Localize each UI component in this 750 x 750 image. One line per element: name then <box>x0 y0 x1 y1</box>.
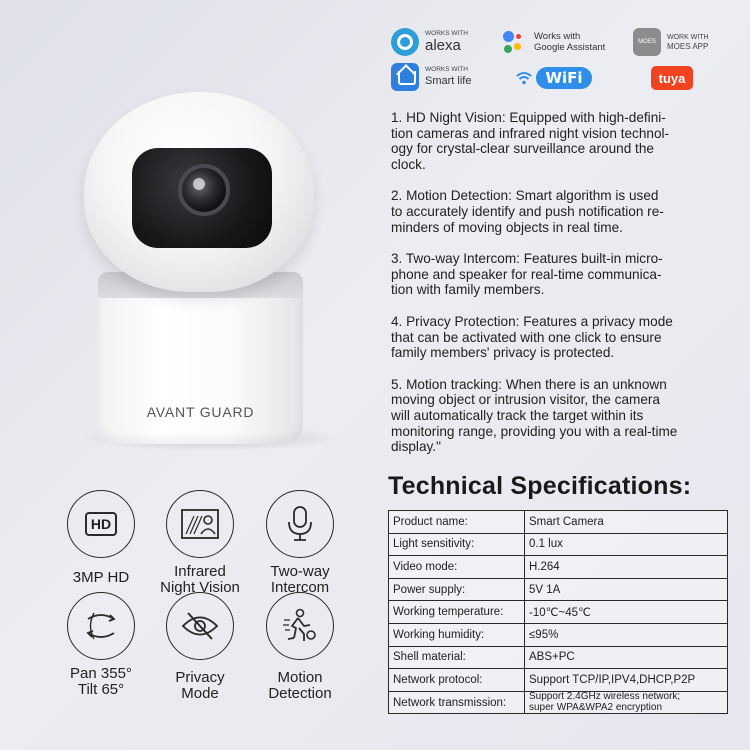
feature-descriptions <box>391 110 731 471</box>
table-row <box>389 646 728 669</box>
google-assistant-logo <box>500 28 605 56</box>
spec-key: Network protocol: <box>389 669 525 692</box>
moes-logo <box>633 28 709 56</box>
rotate-icon <box>67 592 135 660</box>
table-row <box>389 578 728 601</box>
spec-table <box>388 510 728 714</box>
smart-life-icon <box>391 63 419 91</box>
eye-slash-icon <box>166 592 234 660</box>
feature-label: Motion Detection <box>268 669 332 702</box>
feature-privacy-protection: 4. Privacy Protection: Features a privacy mode that can be activated with one click to ensure family members' privacy is protected. <box>391 313 673 361</box>
feature-label: Two-way Intercom <box>270 563 330 596</box>
feature-pan-tilt <box>46 592 156 698</box>
hd-icon: HD <box>67 490 135 558</box>
smart-life-logo <box>391 63 471 91</box>
table-row <box>389 511 728 534</box>
feature-two-way-intercom: 3. Two-way Intercom: Features built-in micro- phone and speaker for real-time communica- tion with family members. <box>391 251 663 298</box>
moes-small-text: WORK WITH <box>667 34 709 41</box>
feature-motion-detection-icon <box>245 592 355 702</box>
camera-lens <box>178 164 230 216</box>
spec-value: Support 2.4GHz wireless network; super WPA&WPA2 encryption <box>525 691 728 714</box>
tuya-badge: tuya <box>651 66 693 90</box>
feature-hd-night-vision: 1. HD Night Vision: Equipped with high-defini- tion cameras and infrared night vision technol- ogy for crystal-clear surveillance around the clock. <box>391 110 670 172</box>
feature-label: Privacy Mode <box>175 669 225 702</box>
spec-value: ≤95% <box>525 623 728 646</box>
table-row <box>389 556 728 579</box>
night-vision-icon <box>166 490 234 558</box>
spec-key: Video mode: <box>389 556 525 579</box>
spec-value: -10℃~45℃ <box>525 601 728 624</box>
moes-name: MOES APP <box>667 42 709 51</box>
spec-value: Smart Camera <box>525 511 728 534</box>
spec-value: 0.1 lux <box>525 533 728 556</box>
spec-value: 5V 1A <box>525 578 728 601</box>
table-row <box>389 691 728 714</box>
google-assistant-icon <box>500 28 528 56</box>
camera-product-image <box>0 0 380 470</box>
spec-key: Working humidity: <box>389 623 525 646</box>
spec-key: Shell material: <box>389 646 525 669</box>
feature-motion-tracking: 5. Motion tracking: When there is an unknown moving object or intrusion visitor, the camera will automatically track the target within its monitoring range, providing you with a real-time display." <box>391 376 678 455</box>
spec-value: Support TCP/IP,IPV4,DHCP,P2P <box>525 669 728 692</box>
spec-key: Light sensitivity: <box>389 533 525 556</box>
feature-label: 3MP HD <box>72 569 130 586</box>
alexa-logo <box>391 28 468 56</box>
feature-night-vision <box>145 490 255 596</box>
alexa-name: alexa <box>425 37 461 54</box>
google-name: Google Assistant <box>534 42 606 53</box>
table-row <box>389 623 728 646</box>
alexa-small-text: WORKS WITH <box>425 30 468 37</box>
microphone-icon <box>266 490 334 558</box>
brand-logo: AVANT GUARD <box>146 404 255 420</box>
feature-privacy-mode <box>145 592 255 702</box>
alexa-icon <box>391 28 419 56</box>
table-row <box>389 533 728 556</box>
table-row <box>389 669 728 692</box>
wifi-badge: WiFi <box>536 67 592 89</box>
spec-value: H.264 <box>525 556 728 579</box>
moes-app-icon: MOES <box>633 28 661 56</box>
feature-two-way-intercom-icon <box>245 490 355 596</box>
feature-motion-detection: 2. Motion Detection: Smart algorithm is used to accurately identify and push notification re- minders of moving objects in real time. <box>391 188 664 235</box>
feature-label: Pan 355° Tilt 65° <box>70 665 132 698</box>
smart-life-name: Smart life <box>425 75 472 87</box>
spec-key: Network transmission: <box>389 691 525 714</box>
google-small-text: Works with <box>534 31 581 42</box>
feature-3mp-hd <box>46 490 156 586</box>
wifi-signal-icon <box>516 70 532 86</box>
spec-value: ABS+PC <box>525 646 728 669</box>
camera-lens-glint <box>193 178 205 190</box>
spec-title: Technical Specifications: <box>388 472 692 500</box>
spec-key: Working temperature: <box>389 601 525 624</box>
feature-label: Infrared Night Vision <box>160 563 240 596</box>
table-row <box>389 601 728 624</box>
spec-key: Power supply: <box>389 578 525 601</box>
spec-key: Product name: <box>389 511 525 534</box>
motion-detection-icon <box>266 592 334 660</box>
smart-life-small-text: WORKS WITH <box>425 66 468 73</box>
